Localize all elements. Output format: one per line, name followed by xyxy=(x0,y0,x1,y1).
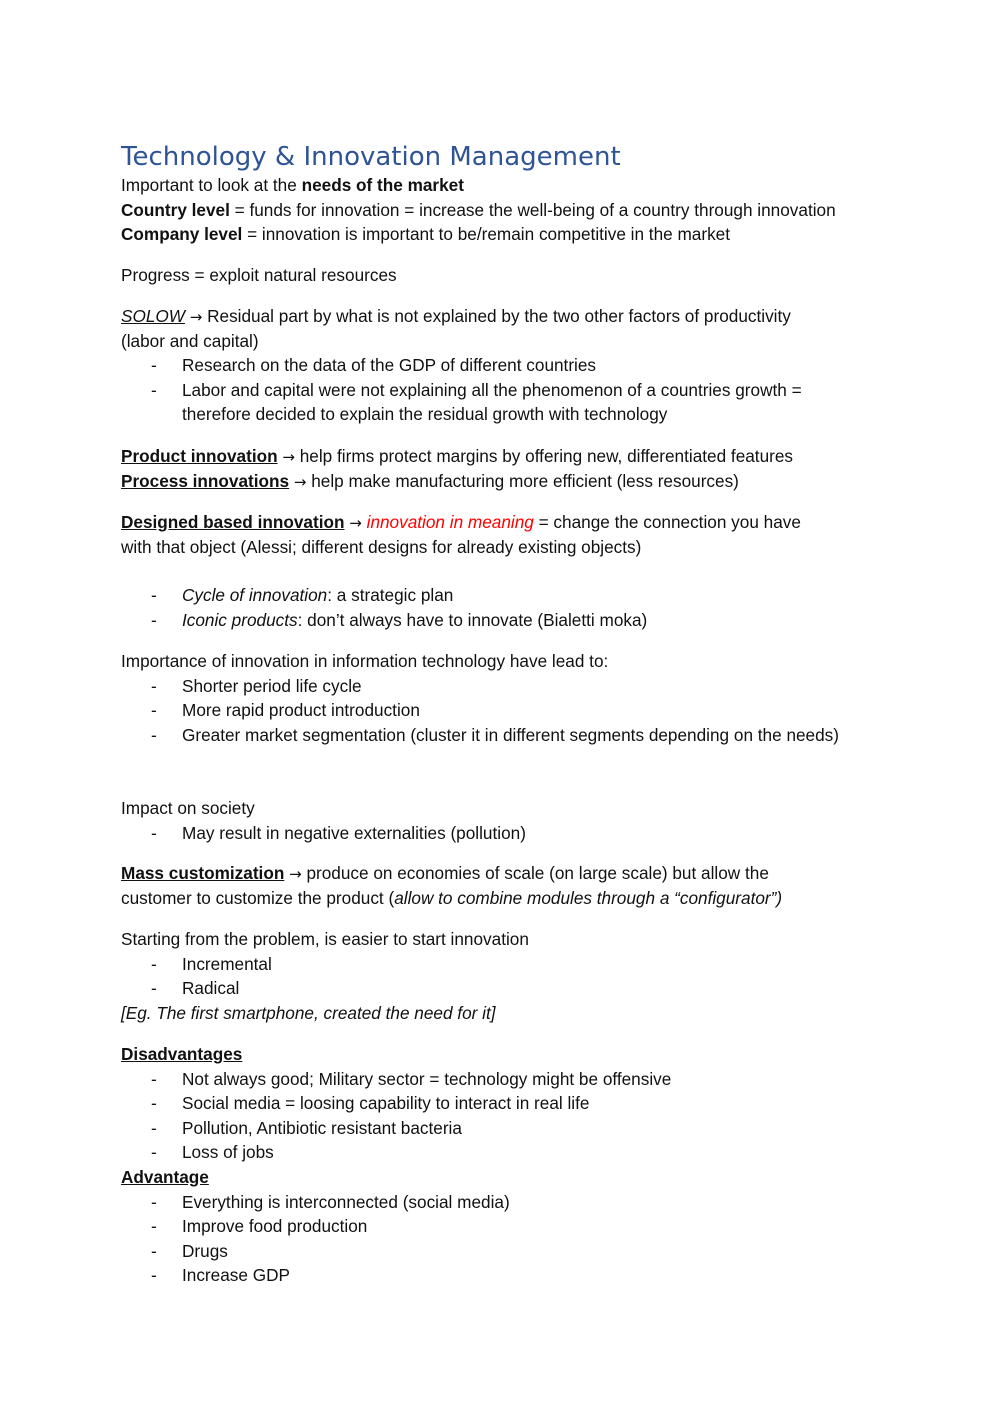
mass-customization-label: Mass customization xyxy=(121,863,285,883)
problem-section: Starting from the problem, is easier to start innovation - Incremental - Radical [Eg. The first smartphone, created the need for it] xyxy=(121,927,911,1025)
innovation-in-meaning: innovation in meaning xyxy=(361,512,534,532)
process-innovations-label: Process innovations xyxy=(121,470,290,491)
list-item: - Loss of jobs xyxy=(151,1142,274,1163)
list-item: - Everything is interconnected (social media) xyxy=(151,1191,510,1212)
progress-line: Progress = exploit natural resources xyxy=(121,265,397,285)
list-item: - Shorter period life cycle xyxy=(151,675,362,696)
arrow-right-icon: → xyxy=(293,472,307,491)
needs-of-market-bold: needs of the market xyxy=(301,175,464,195)
company-level-line: Company level = innovation is important to be/remain competitive in the market xyxy=(121,224,731,245)
design-list-section xyxy=(121,583,911,632)
product-innovation-label: Product innovation xyxy=(121,446,278,466)
disadvantages-heading: Disadvantages xyxy=(121,1044,243,1064)
list-item: - Greater market segmentation (cluster it in different segments depending on the needs) xyxy=(151,724,839,745)
disadvantages-list xyxy=(121,1067,911,1165)
it-importance-list xyxy=(121,674,911,748)
list-item: - Improve food production xyxy=(151,1216,368,1237)
society-list xyxy=(121,821,911,846)
arrow-right-icon: → xyxy=(349,514,362,532)
problem-list xyxy=(121,952,911,1001)
list-item: - Iconic products: don’t always have to innovate (Bialetti moka) xyxy=(151,609,648,630)
intro-section xyxy=(121,173,911,247)
list-item: - Radical xyxy=(151,978,240,999)
design-innovation-label: Designed based innovation xyxy=(121,512,345,532)
list-item: - Incremental xyxy=(151,953,272,974)
list-item: - Cycle of innovation: a strategic plan xyxy=(151,585,454,605)
advantage-list xyxy=(121,1190,911,1288)
solow-section: SOLOW → Residual part by what is not explained by the two other factors of productivity (labor and capital) - Research on the data of the GDP of different countries - Labor and capital were not explaining all the phenomenon of a countries growth = therefore decided to explain the residual growth with technology xyxy=(121,304,911,427)
list-item: - Research on the data of the GDP of different countries xyxy=(151,355,597,376)
list-item: - Increase GDP xyxy=(151,1265,290,1286)
list-item: - Not always good; Military sector = technology might be offensive xyxy=(151,1068,672,1089)
arrow-right-icon: → xyxy=(189,308,203,326)
it-importance-section: Importance of innovation in information technology have lead to: - Shorter period life cycle - More rapid product introduction - Greater market segmentation (cluster it in different segments depending on the needs) xyxy=(121,649,911,747)
list-item: - Drugs xyxy=(151,1240,228,1261)
list-item: - May result in negative externalities (pollution) xyxy=(151,822,526,843)
smartphone-example: [Eg. The first smartphone, created the need for it] xyxy=(121,1002,496,1023)
document-title: Technology & Innovation Management xyxy=(121,142,621,172)
advantage-heading: Advantage xyxy=(121,1166,209,1187)
arrow-right-icon: → xyxy=(282,448,295,466)
country-level-line: Country level = funds for innovation = increase the well-being of a country through innovation xyxy=(121,199,836,220)
solow-label: SOLOW xyxy=(121,306,185,326)
solow-list xyxy=(121,353,911,427)
society-section: Impact on society - May result in negative externalities (pollution) xyxy=(121,796,911,845)
design-list xyxy=(121,583,911,632)
intro-line: Important to look at the needs of the market xyxy=(121,175,464,195)
product-process-section: Product innovation → help firms protect margins by offering new, differentiated features Process innovations → help make manufacturing more efficient (less resources) xyxy=(121,446,794,491)
progress-section xyxy=(121,263,911,288)
list-item: - More rapid product introduction xyxy=(151,700,420,721)
pros-cons-section xyxy=(121,1042,911,1288)
list-item: - Pollution, Antibiotic resistant bacteria xyxy=(151,1117,462,1138)
arrow-right-icon: → xyxy=(289,865,302,883)
list-item: - Labor and capital were not explaining all the phenomenon of a countries growth = therefore decided to explain the residual growth with technology xyxy=(151,379,802,425)
design-section: Designed based innovation → innovation in meaning = change the connection you have with that object (Alessi; different designs for already existing objects) xyxy=(121,512,801,557)
list-item: - Social media = loosing capability to interact in real life xyxy=(151,1093,590,1114)
mass-customization-section: Mass customization → produce on economies of scale (on large scale) but allow the customer to customize the product (allow to combine modules through a “configurator”) xyxy=(121,863,783,908)
